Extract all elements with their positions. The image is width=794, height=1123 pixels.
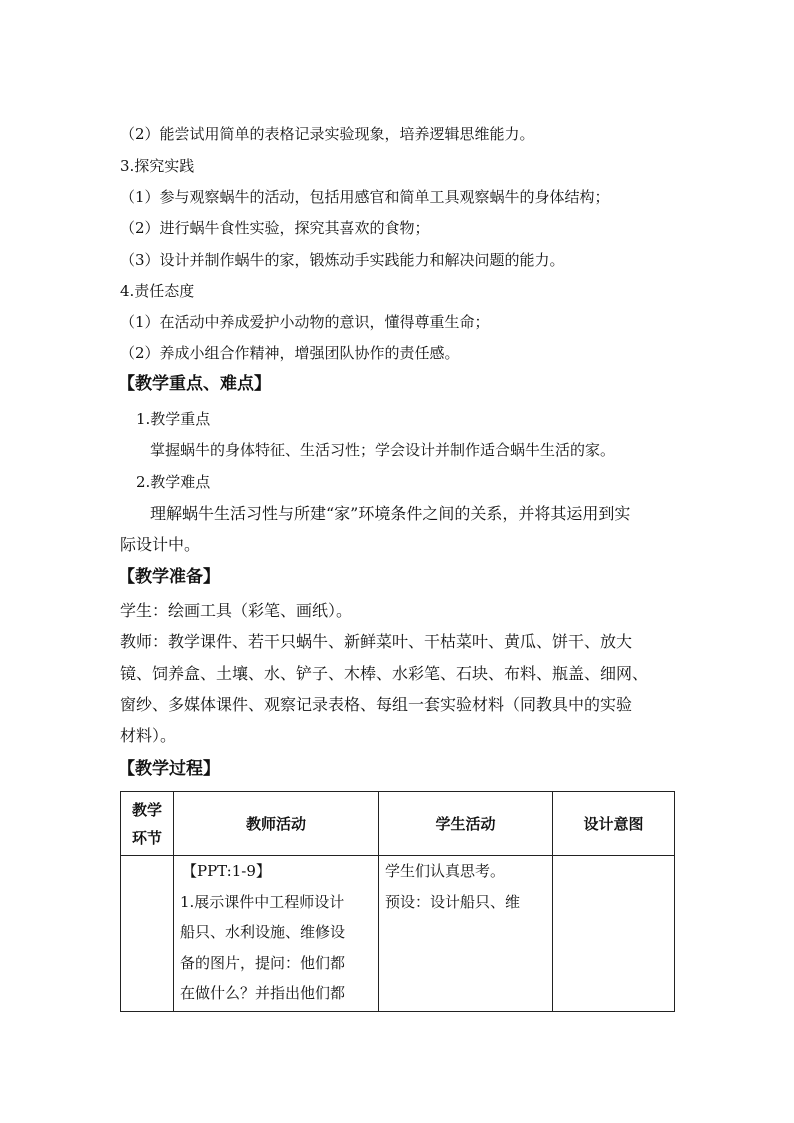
teacher-line: 【PPT:1-9】	[182, 862, 271, 880]
table-row	[121, 856, 675, 1012]
objective-item-4-2: （2）养成小组合作精神，增强团队协作的责任感。	[120, 344, 460, 362]
key-points-heading: 【教学重点、难点】	[118, 374, 271, 394]
teacher-line: 船只、水利设施、维修设	[180, 923, 346, 941]
objective-item-3-3: （3）设计并制作蜗牛的家，锻炼动手实践能力和解决问题的能力。	[120, 251, 565, 269]
objective-item-3-2: （2）进行蜗牛食性实验，探究其喜欢的食物；	[120, 219, 430, 237]
objective-item-2-2: （2）能尝试用简单的表格记录实验现象，培养逻辑思维能力。	[120, 125, 535, 143]
student-line: 预设：设计船只、维	[385, 892, 521, 911]
cell-student-activity	[379, 856, 553, 1012]
preparation-teacher-line2: 镜、饲养盒、土壤、水、铲子、木棒、水彩笔、石块、布料、瓶盖、细网、	[120, 664, 649, 683]
preparation-teacher-line4: 材料）。	[120, 726, 177, 745]
header-stage-line1: 教学	[131, 800, 162, 819]
process-heading: 【教学过程】	[118, 759, 220, 779]
header-design-intent: 设计意图	[553, 792, 675, 856]
key-point-1-title: 1.教学重点	[136, 410, 211, 428]
key-point-2-text-line2: 际设计中。	[120, 535, 201, 554]
header-student-activity: 学生活动	[379, 792, 553, 856]
preparation-heading: 【教学准备】	[118, 567, 220, 587]
student-line: 学生们认真思考。	[385, 862, 506, 880]
objective-item-4-1: （1）在活动中养成爱护小动物的意识，懂得尊重生命；	[120, 313, 490, 331]
cell-design-intent	[553, 856, 675, 1012]
objective-item-3-1: （1）参与观察蜗牛的活动，包括用感官和简单工具观察蜗牛的身体结构；	[120, 188, 610, 206]
teaching-process-table	[120, 791, 675, 1012]
table-header-row	[121, 792, 675, 856]
teacher-line: 备的图片，提问：他们都	[180, 953, 346, 972]
objective-section-4: 4.责任态度	[120, 282, 195, 300]
preparation-teacher-line3: 窗纱、多媒体课件、观察记录表格、每组一套实验材料（同教具中的实验	[120, 695, 633, 714]
teacher-line: 在做什么？并指出他们都	[180, 984, 346, 1002]
teacher-line: 1.展示课件中工程师设计	[180, 892, 345, 911]
preparation-teacher-line1: 教师：教学课件、若干只蜗牛、新鲜菜叶、干枯菜叶、黄瓜、饼干、放大	[120, 632, 633, 651]
preparation-student: 学生：绘画工具（彩笔、画纸）。	[120, 601, 353, 620]
cell-teacher-activity	[174, 856, 379, 1012]
key-point-2-title: 2.教学难点	[136, 473, 211, 491]
header-stage-line2: 环节	[131, 828, 162, 847]
header-stage	[121, 792, 174, 856]
objective-section-3: 3.探究实践	[120, 157, 195, 175]
key-point-2-text-line1: 理解蜗牛生活习性与所建“家”环境条件之间的关系，并将其运用到实	[150, 504, 631, 523]
cell-stage	[121, 856, 174, 1012]
header-teacher-activity: 教师活动	[174, 792, 379, 856]
key-point-1-text: 掌握蜗牛的身体特征、生活习性；学会设计并制作适合蜗牛生活的家。	[150, 441, 616, 459]
